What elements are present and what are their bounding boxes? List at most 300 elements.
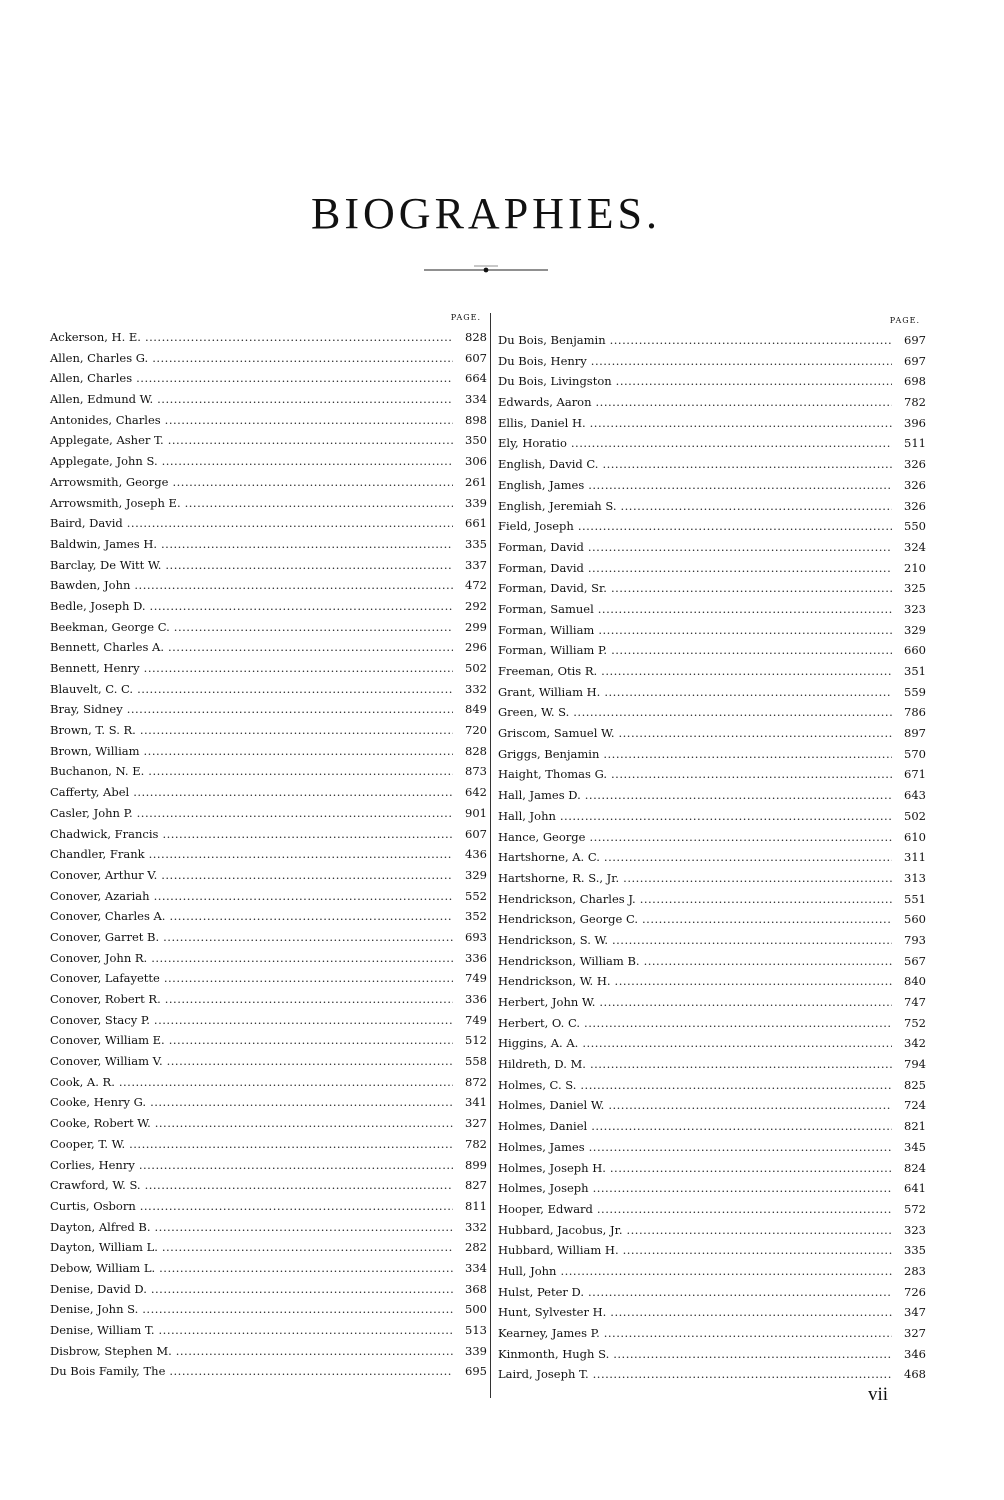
entry-name: Applegate, Asher T. [50, 433, 164, 448]
index-entry [498, 971, 926, 992]
entry-page-number: 643 [904, 788, 926, 803]
index-entry [50, 389, 487, 410]
dot-leader [137, 679, 453, 700]
entry-list-left [50, 327, 487, 1382]
index-entry [498, 1261, 926, 1282]
index-entry [498, 1116, 926, 1137]
dot-leader [616, 371, 892, 392]
index-entry [50, 1196, 487, 1217]
page-title: BIOGRAPHIES. [311, 189, 661, 238]
entry-name: Hendrickson, S. W. [498, 932, 608, 947]
dot-leader [144, 741, 453, 762]
dot-leader [174, 617, 453, 638]
dot-leader [168, 430, 453, 451]
entry-name: Hendrickson, William B. [498, 953, 640, 968]
index-entry [498, 1033, 926, 1054]
dot-leader [604, 847, 892, 868]
entry-name: Arrowsmith, Joseph E. [50, 495, 181, 510]
index-entry [50, 844, 487, 865]
dot-leader [185, 493, 453, 514]
dot-leader [604, 682, 892, 703]
entry-name: Baldwin, James H. [50, 536, 158, 551]
entry-page-number: 336 [465, 992, 487, 1006]
entry-name: Crawford, W. S. [50, 1178, 141, 1193]
entry-page-number: 332 [465, 681, 487, 696]
dot-leader [155, 1217, 453, 1238]
entry-page-number: 337 [465, 557, 487, 572]
entry-page-number: 311 [904, 850, 926, 865]
dot-leader [610, 1158, 892, 1179]
dot-leader [578, 516, 892, 537]
entry-name: Freeman, Otis R. [498, 664, 598, 678]
dot-leader [596, 392, 892, 413]
index-entry [50, 1175, 487, 1196]
entry-page-number: 642 [465, 785, 487, 800]
entry-name: Holmes, Joseph [498, 1181, 589, 1196]
entry-page-number: 292 [465, 598, 487, 613]
entry-name: Hendrickson, George C. [498, 912, 639, 927]
index-entry [498, 661, 926, 682]
index-entry [50, 927, 487, 948]
index-entry [498, 1178, 926, 1199]
entry-name: Ackerson, H. E. [50, 330, 141, 344]
dot-leader [172, 472, 453, 493]
entry-page-number: 436 [465, 847, 487, 862]
entry-name: Forman, David [498, 539, 584, 554]
dot-leader [129, 1134, 453, 1155]
entry-name: Casler, John P. [50, 805, 133, 820]
dot-leader [167, 1051, 453, 1072]
index-entry [50, 472, 487, 493]
dot-leader [148, 761, 453, 782]
entry-name: Hulst, Peter D. [498, 1284, 585, 1299]
index-entry [498, 371, 926, 392]
entry-page-number: 698 [904, 374, 926, 389]
entry-page-number: 396 [904, 415, 926, 430]
index-entry [498, 1364, 926, 1385]
entry-name: Conover, Arthur V. [50, 867, 158, 882]
index-entry [50, 658, 487, 679]
dot-leader [591, 351, 892, 372]
dot-leader [176, 1341, 453, 1362]
index-entry [50, 534, 487, 555]
dot-leader [163, 927, 453, 948]
entry-page-number: 210 [904, 560, 926, 575]
index-entry [498, 951, 926, 972]
entry-name: Hendrickson, W. H. [498, 974, 611, 989]
entry-page-number: 283 [904, 1263, 926, 1278]
page-column-label: PAGE. [889, 316, 920, 325]
index-entry [50, 865, 487, 886]
index-entry [498, 785, 926, 806]
entry-name: Hildreth, D. M. [498, 1057, 586, 1072]
index-entry [498, 889, 926, 910]
dot-leader [150, 596, 453, 617]
entry-page-number: 560 [904, 912, 926, 927]
index-entry [50, 1010, 487, 1031]
index-entry [498, 578, 926, 599]
entry-name: Hubbard, William H. [498, 1243, 619, 1258]
index-entry [498, 1075, 926, 1096]
dot-leader [154, 1010, 453, 1031]
entry-name: Hull, John [498, 1263, 557, 1278]
dot-leader [623, 868, 892, 889]
entry-name: Curtis, Osborn [50, 1198, 136, 1213]
entry-page-number: 827 [465, 1178, 487, 1193]
dot-leader [144, 658, 453, 679]
index-entry [498, 1282, 926, 1303]
index-entry [498, 682, 926, 703]
page-column-label: PAGE. [450, 313, 481, 322]
index-entry [50, 368, 487, 389]
dot-leader [571, 433, 892, 454]
index-entry [50, 1134, 487, 1155]
index-entry [498, 930, 926, 951]
dot-leader [161, 865, 453, 886]
entry-name: Holmes, James [498, 1139, 585, 1154]
index-entry [498, 640, 926, 661]
entry-page-number: 898 [465, 412, 487, 427]
index-entry [498, 868, 926, 889]
dot-leader [139, 1155, 453, 1176]
index-entry [50, 699, 487, 720]
entry-name: Holmes, C. S. [498, 1077, 577, 1092]
dot-leader [601, 661, 892, 682]
dot-leader [162, 824, 453, 845]
entry-page-number: 660 [904, 643, 926, 658]
index-column-left [50, 308, 487, 1382]
dot-leader [589, 1137, 892, 1158]
entry-name: Conover, Azariah [50, 888, 150, 903]
dot-leader [591, 1116, 892, 1137]
entry-page-number: 346 [904, 1346, 926, 1361]
dot-leader [593, 1364, 892, 1385]
index-entry [50, 720, 487, 741]
dot-leader [165, 989, 453, 1010]
dot-leader [589, 827, 892, 848]
dot-leader [615, 971, 892, 992]
index-entry [498, 1013, 926, 1034]
dot-leader [598, 620, 892, 641]
entry-name: Hall, John [498, 808, 556, 823]
dot-leader [127, 513, 453, 534]
entry-name: Hendrickson, Charles J. [498, 891, 636, 906]
entry-page-number: 550 [904, 519, 926, 534]
entry-page-number: 511 [904, 436, 926, 451]
entry-name: Forman, David [498, 560, 584, 575]
dot-leader [159, 1258, 453, 1279]
index-entry [50, 637, 487, 658]
index-entry [50, 493, 487, 514]
entry-page-number: 873 [465, 764, 487, 779]
entry-name: Denise, William T. [50, 1323, 155, 1337]
index-entry [50, 1299, 487, 1320]
entry-page-number: 752 [904, 1015, 926, 1030]
entry-page-number: 335 [465, 536, 487, 551]
entry-page-number: 697 [904, 333, 926, 347]
dot-leader [640, 889, 892, 910]
index-entry [50, 1341, 487, 1362]
entry-page-number: 641 [904, 1181, 926, 1196]
entry-page-number: 825 [904, 1077, 926, 1092]
entry-name: Debow, William L. [50, 1260, 156, 1275]
index-entry [50, 1030, 487, 1051]
dot-leader [560, 806, 892, 827]
dot-leader [145, 327, 453, 348]
dot-leader [169, 1030, 453, 1051]
entry-page-number: 828 [465, 330, 487, 344]
entry-name: Griscom, Samuel W. [498, 726, 615, 741]
index-entry [50, 1051, 487, 1072]
entry-name: Hubbard, Jacobus, Jr. [498, 1222, 623, 1237]
entry-page-number: 351 [904, 664, 926, 678]
dot-leader [157, 389, 453, 410]
entry-page-number: 332 [465, 1219, 487, 1234]
index-entry [50, 575, 487, 596]
dot-leader [168, 637, 453, 658]
index-entry [498, 847, 926, 868]
entry-page-number: 872 [465, 1074, 487, 1089]
index-entry [498, 1199, 926, 1220]
entry-page-number: 821 [904, 1119, 926, 1134]
dot-leader [159, 1320, 453, 1341]
entry-page-number: 327 [465, 1116, 487, 1131]
entry-page-number: 313 [904, 870, 926, 885]
dot-leader [152, 348, 453, 369]
index-entry [498, 496, 926, 517]
title-ornament [424, 262, 548, 278]
entry-name: Bennett, Henry [50, 661, 140, 675]
entry-name: Holmes, Joseph H. [498, 1160, 606, 1175]
dot-leader [588, 558, 892, 579]
index-entry [498, 827, 926, 848]
entry-page-number: 559 [904, 684, 926, 699]
entry-page-number: 468 [904, 1367, 926, 1382]
entry-name: Bawden, John [50, 578, 131, 593]
entry-page-number: 693 [465, 929, 487, 944]
dot-leader [162, 451, 453, 472]
entry-page-number: 339 [465, 495, 487, 510]
index-entry [498, 351, 926, 372]
entry-name: Forman, William [498, 622, 595, 637]
entry-name: Griggs, Benjamin [498, 746, 600, 761]
entry-name: English, David C. [498, 457, 599, 472]
index-entry [50, 451, 487, 472]
entry-page-number: 671 [904, 767, 926, 782]
entry-page-number: 339 [465, 1343, 487, 1358]
dot-leader [165, 555, 453, 576]
dot-leader [140, 720, 453, 741]
index-entry [50, 410, 487, 431]
dot-leader [610, 330, 892, 351]
entry-page-number: 726 [904, 1284, 926, 1299]
dot-leader [612, 930, 892, 951]
dot-leader [610, 1302, 892, 1323]
entry-page-number: 324 [904, 539, 926, 554]
entry-name: Chadwick, Francis [50, 826, 159, 841]
dot-leader [580, 1075, 892, 1096]
index-entry [50, 1258, 487, 1279]
entry-page-number: 661 [465, 516, 487, 531]
entry-page-number: 326 [904, 477, 926, 492]
entry-name: Antonides, Charles [50, 412, 161, 427]
entry-name: Hance, George [498, 829, 586, 844]
entry-name: Corlies, Henry [50, 1157, 135, 1172]
entry-page-number: 811 [465, 1198, 487, 1213]
dot-leader [165, 410, 453, 431]
index-entry [498, 516, 926, 537]
entry-page-number: 695 [465, 1364, 487, 1379]
entry-page-number: 749 [465, 1012, 487, 1027]
dot-leader [154, 886, 453, 907]
index-entry [50, 1072, 487, 1093]
entry-name: Du Bois, Benjamin [498, 333, 606, 347]
dot-leader [145, 1175, 453, 1196]
entry-name: Blauvelt, C. C. [50, 681, 134, 696]
index-entry [50, 782, 487, 803]
dot-leader [608, 1095, 892, 1116]
entry-page-number: 329 [465, 867, 487, 882]
entry-name: Conover, Lafayette [50, 971, 160, 986]
index-entry [498, 413, 926, 434]
index-entry [50, 761, 487, 782]
index-entry [498, 1302, 926, 1323]
entry-name: Holmes, Daniel W. [498, 1098, 605, 1113]
dot-leader [642, 909, 892, 930]
entry-name: Conover, William E. [50, 1033, 165, 1048]
entry-page-number: 610 [904, 829, 926, 844]
entry-name: Cooke, Robert W. [50, 1116, 151, 1131]
index-entry [50, 617, 487, 638]
entry-page-number: 607 [465, 350, 487, 365]
entry-name: Kinmonth, Hugh S. [498, 1346, 610, 1361]
entry-page-number: 828 [465, 743, 487, 758]
index-entry [498, 454, 926, 475]
entry-page-number: 901 [465, 805, 487, 820]
index-entry [50, 348, 487, 369]
index-entry [50, 1217, 487, 1238]
entry-name: Baird, David [50, 516, 123, 531]
index-entry [50, 1320, 487, 1341]
entry-page-number: 512 [465, 1033, 487, 1048]
entry-name: Field, Joseph [498, 519, 574, 534]
dot-leader [140, 1196, 453, 1217]
entry-page-number: 341 [465, 1095, 487, 1110]
entry-name: Beekman, George C. [50, 619, 170, 634]
dot-leader [599, 992, 892, 1013]
dot-leader [133, 782, 453, 803]
index-entry [498, 909, 926, 930]
dot-leader [169, 1361, 453, 1382]
entry-name: Conover, John R. [50, 950, 148, 965]
dot-leader [602, 454, 892, 475]
index-entry [498, 475, 926, 496]
dot-leader [142, 1299, 453, 1320]
entry-name: Du Bois, Livingston [498, 374, 612, 389]
index-entry [498, 558, 926, 579]
index-entry [50, 1361, 487, 1382]
dot-leader [604, 1323, 892, 1344]
index-entry [50, 327, 487, 348]
entry-page-number: 552 [465, 888, 487, 903]
index-entry [498, 723, 926, 744]
entry-page-number: 558 [465, 1054, 487, 1069]
entry-name: Cook, A. R. [50, 1074, 115, 1089]
index-entry [498, 764, 926, 785]
index-entry [498, 744, 926, 765]
entry-page-number: 572 [904, 1201, 926, 1216]
entry-name: Herbert, O. C. [498, 1015, 581, 1030]
entry-page-number: 327 [904, 1326, 926, 1340]
index-entry [50, 596, 487, 617]
index-entry [498, 599, 926, 620]
entry-page-number: 325 [904, 581, 926, 596]
entry-page-number: 326 [904, 457, 926, 472]
index-entry [50, 886, 487, 907]
dot-leader [151, 948, 453, 969]
entry-page-number: 334 [465, 392, 487, 407]
entry-name: Chandler, Frank [50, 847, 145, 862]
entry-page-number: 824 [904, 1160, 926, 1175]
entry-name: Brown, William [50, 743, 140, 758]
dot-leader [149, 844, 453, 865]
entry-name: Ely, Horatio [498, 436, 567, 451]
dot-leader [590, 413, 892, 434]
index-entry [50, 1113, 487, 1134]
dot-leader [588, 537, 892, 558]
entry-name: English, James [498, 477, 585, 492]
index-entry [498, 1137, 926, 1158]
dot-leader [627, 1220, 893, 1241]
entry-page-number: 472 [465, 578, 487, 593]
entry-name: Kearney, James P. [498, 1326, 600, 1340]
entry-name: Conover, William V. [50, 1054, 163, 1069]
dot-leader [137, 803, 453, 824]
dot-leader [127, 699, 453, 720]
entry-name: Bray, Sidney [50, 702, 123, 717]
index-entry [50, 430, 487, 451]
dot-leader [588, 475, 892, 496]
entry-page-number: 749 [465, 971, 487, 986]
index-entry [50, 555, 487, 576]
dot-leader [134, 575, 453, 596]
entry-name: Green, W. S. [498, 705, 570, 720]
entry-name: Buchanon, N. E. [50, 764, 145, 779]
dot-leader [584, 1013, 892, 1034]
index-entry [50, 989, 487, 1010]
entry-name: Forman, William P. [498, 643, 608, 658]
entry-page-number: 607 [465, 826, 487, 841]
dot-leader [151, 1279, 453, 1300]
index-entry [498, 537, 926, 558]
index-entry [50, 948, 487, 969]
entry-name: Laird, Joseph T. [498, 1367, 589, 1382]
index-entry [50, 1155, 487, 1176]
index-entry [498, 1054, 926, 1075]
entry-page-number: 724 [904, 1098, 926, 1113]
entry-name: Du Bois, Henry [498, 353, 587, 368]
entry-name: Applegate, John S. [50, 454, 158, 469]
entry-name: Disbrow, Stephen M. [50, 1343, 172, 1358]
index-entry [50, 968, 487, 989]
entry-name: Cafferty, Abel [50, 785, 130, 800]
index-entry [50, 513, 487, 534]
entry-name: Conover, Charles A. [50, 909, 166, 924]
index-entry [50, 906, 487, 927]
entry-page-number: 782 [904, 395, 926, 410]
dot-leader [560, 1261, 892, 1282]
index-entry [498, 1323, 926, 1344]
